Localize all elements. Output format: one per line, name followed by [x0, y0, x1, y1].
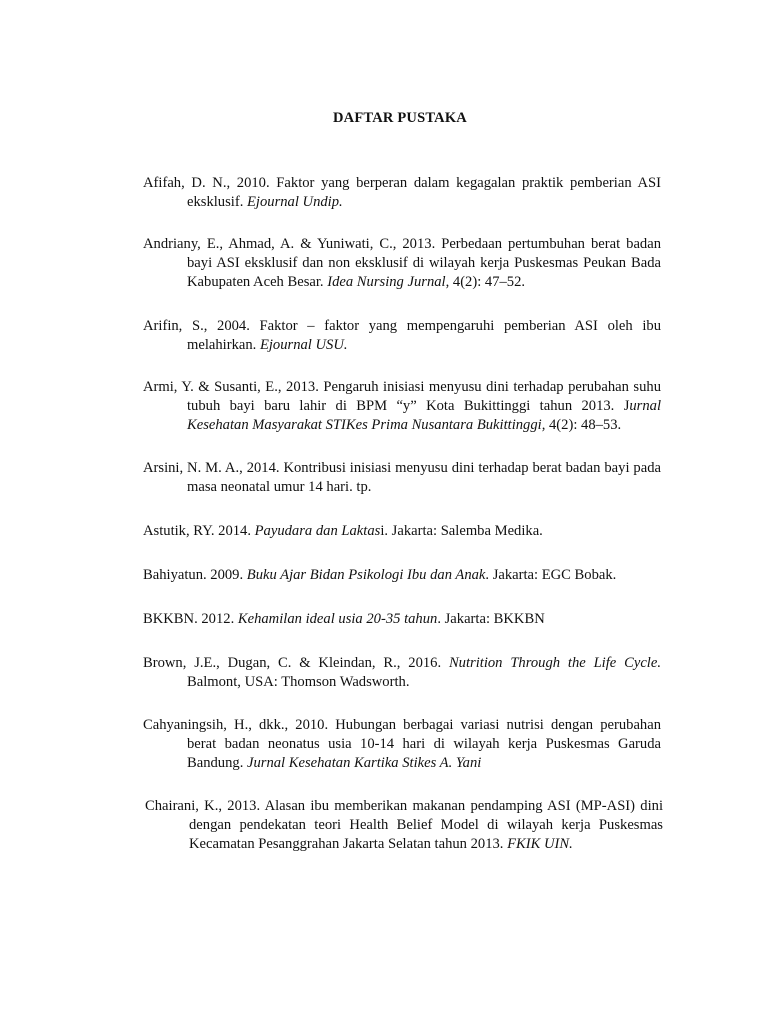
reference-entry: Afifah, D. N., 2010. Faktor yang berperan dalam kegagalan praktik pemberian ASI eksklusif. Ejournal Undip. — [143, 175, 661, 211]
reference-entry: Astutik, RY. 2014. Payudara dan Laktasi. Jakarta: Salemba Medika. — [143, 523, 543, 539]
page-title: DAFTAR PUSTAKA — [333, 110, 467, 126]
reference-entry: Armi, Y. & Susanti, E., 2013. Pengaruh inisiasi menyusu dini terhadap perubahan suhu tubuh bayi baru lahir di BPM “y” Kota Bukittinggi tahun 2013. Jurnal Kesehatan Masyarakat STIKes Prima Nusantara Bukittinggi, 4(2): 48–53. — [143, 379, 661, 434]
reference-entry: BKKBN. 2012. Kehamilan ideal usia 20-35 tahun. Jakarta: BKKBN — [143, 611, 545, 627]
reference-entry: Chairani, K., 2013. Alasan ibu memberikan makanan pendamping ASI (MP-ASI) dini dengan pendekatan teori Health Belief Model di wilayah kerja Puskesmas Kecamatan Pesanggrahan Jakarta Selatan tahun 2013. FKIK UIN. — [145, 798, 663, 853]
reference-entry: Brown, J.E., Dugan, C. & Kleindan, R., 2016. Nutrition Through the Life Cycle. Balmont, USA: Thomson Wadsworth. — [143, 655, 661, 691]
reference-entry: Arifin, S., 2004. Faktor – faktor yang mempengaruhi pemberian ASI oleh ibu melahirkan. Ejournal USU. — [143, 318, 661, 354]
reference-entry: Cahyaningsih, H., dkk., 2010. Hubungan berbagai variasi nutrisi dengan perubahan berat badan neonatus usia 10-14 hari di wilayah kerja Puskesmas Garuda Bandung. Jurnal Kesehatan Kartika Stikes A. Yani — [143, 717, 661, 772]
reference-entry: Andriany, E., Ahmad, A. & Yuniwati, C., 2013. Perbedaan pertumbuhan berat badan bayi ASI eksklusif dan non eksklusif di wilayah kerja Puskesmas Peukan Bada Kabupaten Aceh Besar. Idea Nursing Jurnal, 4(2): 47–52. — [143, 236, 661, 291]
reference-entry: Bahiyatun. 2009. Buku Ajar Bidan Psikologi Ibu dan Anak. Jakarta: EGC Bobak. — [143, 567, 617, 583]
reference-entry: Arsini, N. M. A., 2014. Kontribusi inisiasi menyusu dini terhadap berat badan bayi pada masa neonatal umur 14 hari. tp. — [143, 460, 661, 496]
